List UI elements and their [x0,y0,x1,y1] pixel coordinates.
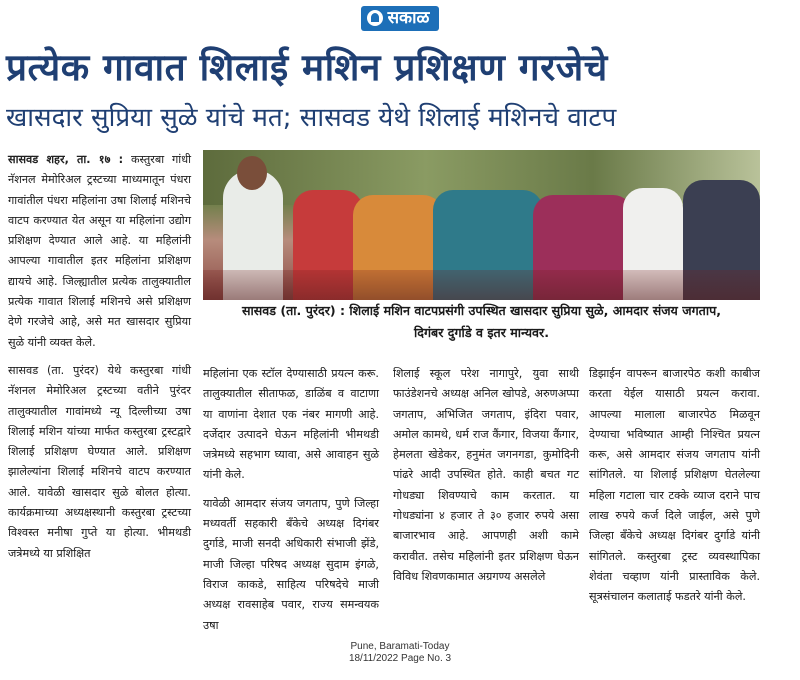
logo-text: सकाळ [387,7,430,28]
page-footer [0,641,800,665]
article-column-3 [393,364,579,587]
column-2-paragraph-1: महिलांना एक स्टॉल देण्यासाठी प्रयत्न करू. तालुक्यातील सीताफळ, डाळिंब व वाटाणा या वाणांना देशात एक नंबर मागणी आहे. दर्जेदार उत्पादने घेऊन महिलांनी भीमथडी जत्रेमध्ये सहभाग घ्यावा, असे आवाहन सुळे यांनी केले. [203,367,379,482]
column-1-paragraph-2: सासवड (ता. पुरंदर) येथे कस्तुरबा गांधी नॅशनल मेमोरिअल ट्रस्टच्या वतीने पुरंदर तालुक्यातील गावांमध्ये न्यू दिल्लीच्या उषा शिलाई मशिन यांच्या मार्फत कस्तुरबा ट्रस्टद्वारे शिलाई प्रशिक्षण घेण्यात आले. प्रशिक्षण झालेल्यांना शिलाई मशिनचे वाटप करण्यात आले. यावेळी खासदार सुळे बोलत होत्या. कार्यक्रमाच्या अध्यक्षस्थानी कस्तुरबा ट्रस्टच्या विश्वस्त मनीषा गुप्ते या होत्या. भीमथडी जत्रेमध्ये या प्रशिक्षित [8,363,191,560]
column-1-paragraph-1: कस्तुरबा गांधी नॅशनल मेमोरिअल ट्रस्टच्या माध्यमातून पंधरा गावांतील पंधरा महिलांना उषा शिलाई मशिनचे वाटप करण्यात येत असून या महिलांना उद्योग प्रशिक्षण देण्यात आले आहे. या महिलांनी आपल्या गावातील इतर महिलांना प्रशिक्षण द्यायचे आहे. जिल्ह्यातील प्रत्येक तालुक्यातील प्रत्येक गावात शिलाई मशिनचे असे प्रशिक्षण देणे गरजेचे आहे, असे मत खासदार सुप्रिया सुळे यांनी व्यक्त केले. [8,153,191,349]
photo-caption [203,300,760,352]
column-4-paragraph-1: डिझाईन वापरून बाजारपेठ कशी काबीज करता येईल यासाठी प्रयत्न करावा. आपल्या मालाला बाजारपेठ मिळवून देण्याचा भविष्यात आम्ही निश्चित प्रयत्न करू, असे आमदार संजय जगताप यांनी सांगितले. या शिलाई प्रशिक्षण घेतलेल्या महिला गटाला चार टक्के व्याज दराने पाच लाख रुपये कर्ज दिले जाईल, असे पुणे जिल्हा बँकेचे अध्यक्ष दिगंबर दुर्गाडे यांनी सांगितले. कस्तुरबा ट्रस्ट व्यवस्थापिका शेवंता चव्हाण यांनी प्रास्ताविक केले. सूत्रसंचालन कलाताई फडतरे यांनी केले. [589,367,760,604]
sakal-emblem-icon [367,10,383,26]
photo-caption-line-1: सासवड (ता. पुरंदर) : शिलाई मशिन वाटपप्रसंगी उपस्थित खासदार सुप्रिया सुळे, आमदार संजय जगताप, [241,303,722,318]
column-3-paragraph-1: शिलाई स्कूल परेश नागापुरे, युवा साथी फाउंडेशनचे अध्यक्ष अनिल खोपडे, अरुणअप्पा जगताप, अभिजित जगताप, इंदिरा पवार, अमोल कामथे, धर्म राज कैंगार, विजया कैंगार, हेमलता खेडेकर, हनुमंत जगनगडा, कुमोदिनी पांढरे आदी उपस्थित होते. काही बचत गट गोधड्या शिवण्याचे काम करतात. या गोधड्यांना ४ हजार ते ३० हजार रुपये असा बाजारभाव आहे. आपणही अशी कामे करावीत. तसेच महिलांनी इतर प्रशिक्षण घेऊन विविध शिवणकामात अग्रगण्य असलेले [393,367,579,583]
article-headline: प्रत्येक गावात शिलाई मशिन प्रशिक्षण गरजेचे [6,46,608,89]
column-2-paragraph-2: यावेळी आमदार संजय जगताप, पुणे जिल्हा मध्यवर्ती सहकारी बँकेचे अध्यक्ष दिगंबर दुर्गाडे, माजी सनदी अधिकारी संभाजी झेंडे, माजी जिल्हा परिषद अध्यक्ष सुदाम इंगळे, विराज काकडे, साहित्य परिषदेचे माजी अध्यक्ष रावसाहेब पवार, राज्य समन्वयक उषा [203,496,379,632]
article-column-4 [589,364,760,608]
article-subheadline: खासदार सुप्रिया सुळे यांचे मत; सासवड येथे शिलाई मशिनचे वाटप [6,103,617,133]
dateline: सासवड शहर, ता. १७ : [8,153,124,166]
event-photo [203,150,760,300]
photo-foreground [203,270,760,300]
photo-head [237,156,267,190]
footer-edition: Pune, Baramati-Today [350,641,450,652]
photo-caption-line-2: दिगंबर दुर्गाडे व इतर मान्यवर. [414,325,549,340]
footer-date-page: 18/11/2022 Page No. 3 [348,653,452,664]
article-column-1 [8,150,191,564]
masthead [0,4,800,32]
newspaper-logo [361,6,440,31]
article-column-2 [203,364,379,636]
